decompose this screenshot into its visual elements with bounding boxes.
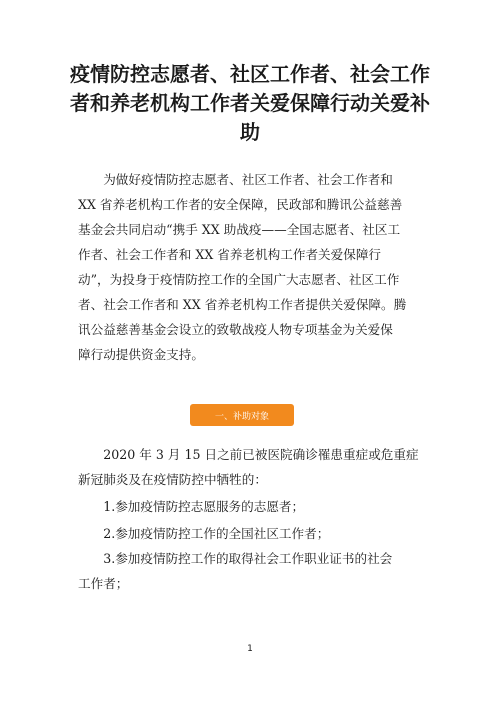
paragraph-line: 讯公益慈善基金会设立的致敬战疫人物专项基金为关爱保 <box>78 322 393 337</box>
paragraph-line: 者、社会工作者和 XX 省养老机构工作者提供关爱保障。腾 <box>78 297 407 312</box>
title-line: 助 <box>240 120 260 144</box>
paragraph-line: 为做好疫情防控志愿者、社区工作者、社会工作者和 <box>78 172 393 187</box>
title-line: 者和养老机构工作者关爱保障行动关爱补 <box>70 91 430 115</box>
title-line: 疫情防控志愿者、社区工作者、社会工作 <box>70 62 430 86</box>
paragraph-line: 作者、社会工作者和 XX 省养老机构工作者关爱保障行 <box>78 247 382 262</box>
paragraph-line: XX 省养老机构工作者的安全保障，民政部和腾讯公益慈善 <box>78 197 403 212</box>
item-line: 工作者； <box>78 576 129 591</box>
paragraph-line: 新冠肺炎及在疫情防控中牺牲的： <box>78 472 267 487</box>
item-line: 3.参加疫情防控工作的取得社会工作职业证书的社会 <box>78 551 393 566</box>
section-heading-badge: 一、补助对象 <box>190 404 294 426</box>
eligibility-intro <box>78 442 430 492</box>
paragraph-line: 障行动提供资金支持。 <box>78 347 204 362</box>
paragraph-line: 2020 年 3 月 15 日之前已被医院确诊罹患重症或危重症 <box>78 447 419 462</box>
paragraph-line: 基金会共同启动“携手 XX 助战疫——全国志愿者、社区工 <box>78 222 401 237</box>
eligibility-item <box>78 494 430 519</box>
document-title <box>60 60 440 147</box>
eligibility-item <box>78 546 430 596</box>
page-number: 1 <box>247 644 253 654</box>
item-line: 1.参加疫情防控志愿服务的志愿者； <box>78 499 305 514</box>
paragraph-line: 动”，为投身于疫情防控工作的全国广大志愿者、社区工作 <box>78 272 400 287</box>
intro-paragraph <box>78 167 430 367</box>
item-line: 2.参加疫情防控工作的全国社区工作者； <box>78 526 330 541</box>
eligibility-item <box>78 521 430 546</box>
